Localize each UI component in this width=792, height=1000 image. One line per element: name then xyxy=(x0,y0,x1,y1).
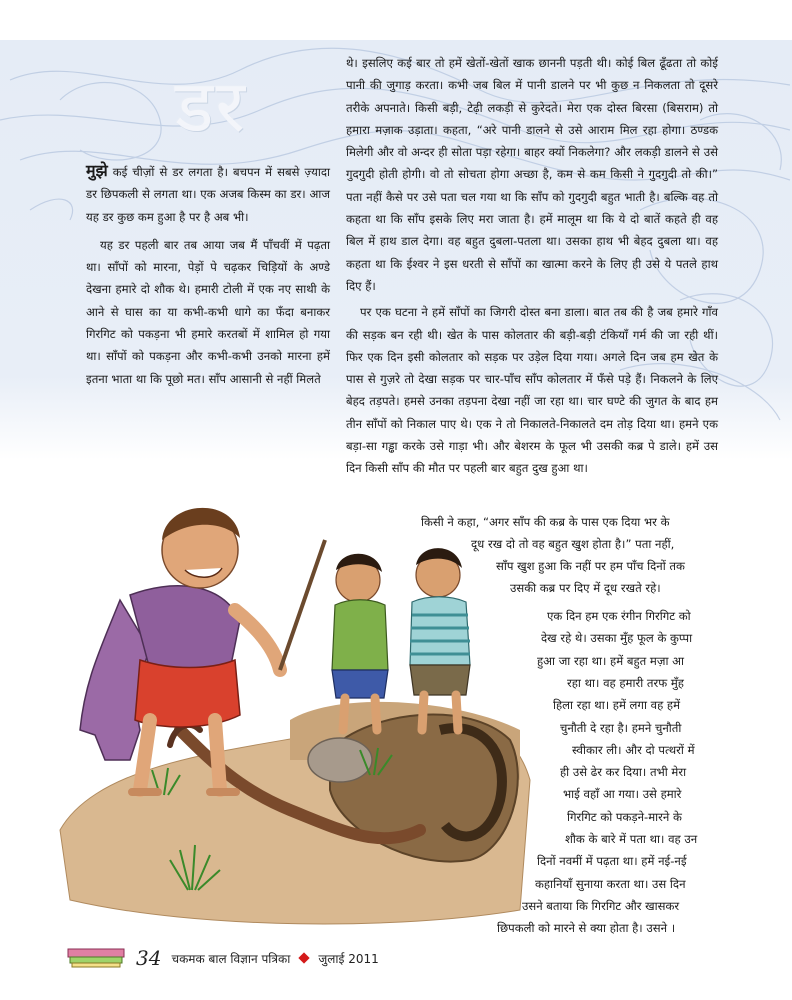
text-line: छिपकली को मारने से क्या होता है। उसने । xyxy=(497,921,676,936)
page-number: 34 xyxy=(136,946,162,970)
text-line: उसने बताया कि गिरगिट और खासकर xyxy=(522,898,680,913)
text-line: शौक के बारे में पता था। वह उन xyxy=(565,832,698,846)
children-snake-illustration xyxy=(40,430,540,930)
lead-word: मुझे xyxy=(86,161,108,180)
text-line: दूध रख दो तो वह बहुत खुश होता है।” पता नहीं, xyxy=(471,537,675,551)
intro-paragraph: मुझे कई चीज़ों से डर लगता है। बचपन में सबसे ज़्यादा डर छिपकली से लगता था। एक अजब किस्म का डर। आज यह डर कुछ कम हुआ है पर है अब भी। xyxy=(86,161,330,224)
text-line: स्वीकार ली। और दो पत्थरों में xyxy=(572,742,695,757)
text-line: ही उसे ढेर कर दिया। तभी मेरा xyxy=(560,765,687,780)
text-line: भाई वहाँ आ गया। उसे हमारे xyxy=(563,787,682,802)
page-footer xyxy=(66,944,379,972)
text-line: हिला रहा था। हमें लगा वह हमें xyxy=(553,698,681,713)
body-paragraph: यह डर पहली बार तब आया जब मैं पाँचवीं में पढ़ता था। साँपों को मारना, पेड़ों पे चढ़कर चिड़ियों के अण्डे देखना हमारे दो शौक थे। हमारी टोली में एक नए साथी के आने से घास का या कभी-कभी धागे का फँदा बनाकर गिरगिट को पकड़ना भी हमारे करतबों में शामिल हो गया था। साँपों को पकड़ना और कभी-कभी उनको मारना हमें इतना भाता था कि पूछो मत। साँप आसानी से नहीं मिलते xyxy=(86,237,330,386)
body-paragraph: पर एक घटना ने हमें साँपों का जिगरी दोस्त बना डाला। बात तब की है जब हमारे गाँव की सड़क बन रही थी। खेत के पास कोलतार की बड़ी-बड़ी टंकियाँ गर्म की जा रही थीं। फिर एक दिन इसी कोलतार को सड़क पर उड़ेल दिया गया। अगले दिन जब हम खेत के पास से गुज़रे तो देखा सड़क पर चार-पाँच साँप कोलतार में फँसे पड़े हैं। निकलने के लिए बेहद तड़पते। हमसे उनका तड़पना देखा नहीं जा रहा था। चार घण्टे की जुगत के बाद हम तीन साँपों को निकाल पाए थे। एक ने तो निकालते-निकालते दम तोड़ दिया था। हमने एक बड़ा-सा गड्ढा करके उसे गाड़ा भी। और बेशरम के फूल भी उसकी कब्र पे डाले। हमें उस दिन किसी साँप की मौत पर पहली बार बहुत दुख हुआ था। xyxy=(346,305,718,476)
story-title: डर xyxy=(175,64,247,148)
text-line: दिनों नवमीं में पढ़ता था। हमें नई-नई xyxy=(537,854,687,869)
body-paragraph: थे। इसलिए कई बार तो हमें खेतों-खेतों खाक छाननी पड़ती थी। कोई बिल ढूँढता तो कोई पानी की जुगाड़ करता। कभी जब बिल में पानी डालने पर भी कुछ न निकलता तो दूसरे तरीके अपनाते। किसी बड़ी, टेढ़ी लकड़ी से कुरेदते। मेरा एक दोस्त बिरसा (बिसराम) तो हमारा मज़ाक उड़ाता। कहता, “अरे पानी डालने से उसे आराम मिल रहा होगा। ठण्डक मिलेगी और वो अन्दर ही सोता पड़ा रहेगा। बाहर क्यों निकलेगा? और लकड़ी डालने से उसे गुदगुदी होती होगी। वो तो सोचता होगा अच्छा है, कम से कम किसी ने गुदगुदी तो की।” पता नहीं कैसे पर उसे पता चल गया था कि साँप को गुदगुदी बहुत भाती है। बल्कि वह तो कहता था कि साँप इसके लिए मरा जाता है। हमें मालूम था कि ये दो बातें कहते ही वह बिल में हाथ डाल देगा। वह बहुत दुबला-पतला था। उसका हाथ भी बेहद दुबला था। वह कहता था कि ईश्वर ने इस धरती से साँपों का खात्मा करने के लिए ही उसे ये पतले हाथ दिए हैं। xyxy=(346,56,718,293)
text-line: हुआ जा रहा था। हमें बहुत मज़ा आ xyxy=(537,653,684,668)
text-line: देख रहे थे। उसका मुँह फूल के कुप्पा xyxy=(541,631,693,646)
diamond-icon xyxy=(299,952,310,963)
text-line: किसी ने कहा, “अगर साँप की कब्र के पास एक दिया भर के xyxy=(421,515,670,529)
text-line: उसकी कब्र पर दिए में दूध रखते रहे। xyxy=(510,581,661,595)
magazine-name: चकमक बाल विज्ञान पत्रिका xyxy=(171,951,291,966)
text-line: एक दिन हम एक रंगीन गिरगिट को xyxy=(547,609,691,623)
text-line: रहा था। वह हमारी तरफ मुँह xyxy=(567,675,684,690)
right-column xyxy=(346,52,718,480)
text-line: गिरगिट को पकड़ने-मारने के xyxy=(567,809,682,824)
left-column xyxy=(86,160,330,390)
boy-figure xyxy=(410,548,470,730)
text-line: कहानियाँ सुनाया करता था। उस दिन xyxy=(535,876,686,891)
text-line: साँप खुश हुआ कि नहीं पर हम पाँच दिनों तक xyxy=(496,559,685,573)
book-icon xyxy=(66,947,126,969)
text-line: चुनौती दे रहा है। हमने चुनौती xyxy=(560,720,682,735)
issue-date: जुलाई 2011 xyxy=(318,951,379,966)
